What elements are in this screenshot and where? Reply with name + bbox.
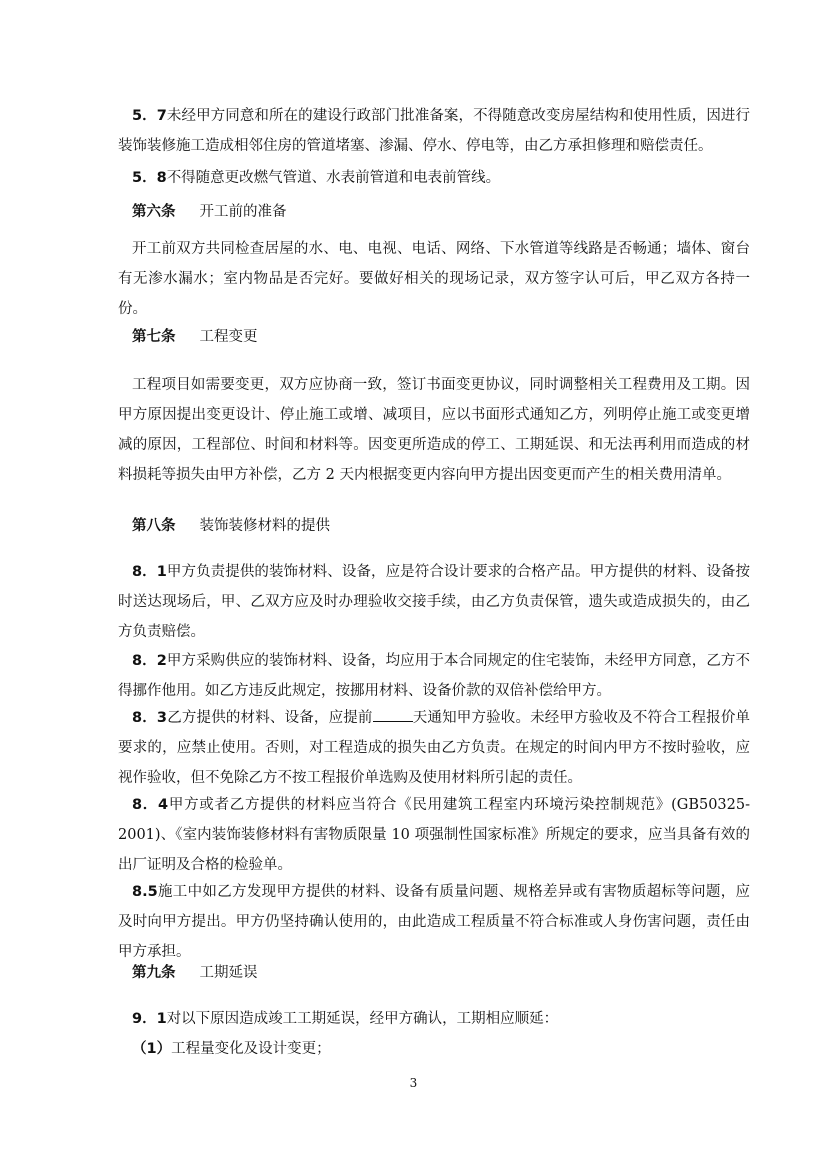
clause-5-8 xyxy=(118,163,750,193)
article-number: 第八条 xyxy=(132,518,176,534)
clause-number: 8．3 xyxy=(132,710,168,726)
clause-text: 施工中如乙方发现甲方提供的材料、设备有质量问题、规格差异或有害物质超标等问题，应及时向甲方提出。甲方仍坚持确认使用的，由此造成工程质量不符合标准或人身伤害问题，责任由甲方承担。 xyxy=(118,884,750,960)
clause-text: 不得随意更改燃气管道、水表前管道和电表前管线。 xyxy=(166,170,501,186)
article-title: 开工前的准备 xyxy=(199,204,287,220)
clause-text: 甲方采购供应的装饰材料、设备，均应用于本合同规定的住宅装饰，未经甲方同意，乙方不得挪作他用。如乙方违反此规定，按挪用材料、设备价款的双倍补偿给甲方。 xyxy=(118,653,750,699)
clause-number: 5．7 xyxy=(132,108,167,124)
clause-number: 8．1 xyxy=(132,564,167,580)
article-7-body: 工程项目如需要变更，双方应协商一致，签订书面变更协议，同时调整相关工程费用及工期。因甲方原因提出变更设计、停止施工或增、减项目，应以书面形式通知乙方，列明停止施工或变更增减的原因，工程部位、时间和材料等。因变更所造成的停工、工期延误、和无法再利用而造成的材料损耗等损失由甲方补偿，乙方 2 天内根据变更内容向甲方提出因变更而产生的相关费用清单。 xyxy=(118,377,750,483)
list-item-1 xyxy=(118,1034,750,1064)
article-6-heading xyxy=(132,201,287,223)
article-9-heading xyxy=(132,962,258,984)
article-title: 装饰装修材料的提供 xyxy=(199,518,330,534)
article-7-heading xyxy=(132,326,258,348)
clause-text: 未经甲方同意和所在的建设行政部门批准备案，不得随意改变房屋结构和使用性质，因进行装饰装修施工造成相邻住房的管道堵塞、渗漏、停水、停电等，由乙方承担修理和赔偿责任。 xyxy=(118,108,750,154)
clause-5-7 xyxy=(118,101,750,161)
clause-8-5 xyxy=(118,877,750,967)
clause-9-1 xyxy=(118,1004,750,1034)
clause-number: 8．2 xyxy=(132,653,167,669)
article-number: 第七条 xyxy=(132,329,176,345)
list-item-number: （1） xyxy=(132,1041,172,1057)
article-number: 第九条 xyxy=(132,965,176,981)
clause-text: 甲方负责提供的装饰材料、设备，应是符合设计要求的合格产品。甲方提供的材料、设备按时送达现场后，甲、乙双方应及时办理验收交接手续，由乙方负责保管，遗失或造成损失的，由乙方负责赔偿。 xyxy=(118,564,750,640)
clause-8-1 xyxy=(118,557,750,647)
list-item-text: 工程量变化及设计变更； xyxy=(171,1041,331,1057)
article-8-heading xyxy=(132,515,330,537)
article-number: 第六条 xyxy=(132,204,176,220)
clause-8-3 xyxy=(118,703,750,793)
clause-text-a: 乙方提供的材料、设备，应提前 xyxy=(167,710,373,726)
clause-number: 9．1 xyxy=(132,1011,167,1027)
clause-number: 5．8 xyxy=(132,170,167,186)
clause-8-2 xyxy=(118,646,750,706)
page-number: 3 xyxy=(409,1076,418,1090)
clause-text: 甲方或者乙方提供的材料应当符合《民用建筑工程室内环境污染控制规范》(GB50325-2001)、《室内装饰装修材料有害物质限量 10 项强制性国家标准》所规定的要求，应当具备有效的出厂证明及合格的检验单。 xyxy=(118,797,750,873)
clause-8-4 xyxy=(118,790,750,880)
days-blank-field xyxy=(373,707,413,722)
clause-text-b: 天通知甲方验收。未经甲方验收及不符合工程报价单要求的，应禁止使用。否则，对工程造成的损失由乙方负责。在规定的时间内甲方不按时验收，应视作验收，但不免除乙方不按工程报价单选购及使用材料所引起的责任。 xyxy=(118,710,751,786)
clause-text: 对以下原因造成竣工工期延误，经甲方确认，工期相应顺延： xyxy=(166,1011,559,1027)
article-title: 工程变更 xyxy=(199,329,258,345)
article-6-body: 开工前双方共同检查居屋的水、电、电视、电话、网络、下水管道等线路是否畅通；墙体、窗台有无渗水漏水；室内物品是否完好。要做好相关的现场记录，双方签字认可后，甲乙双方各持一份。 xyxy=(118,241,750,317)
article-title: 工期延误 xyxy=(199,965,258,981)
clause-number: 8．4 xyxy=(132,797,169,813)
clause-number: 8.5 xyxy=(132,884,158,900)
